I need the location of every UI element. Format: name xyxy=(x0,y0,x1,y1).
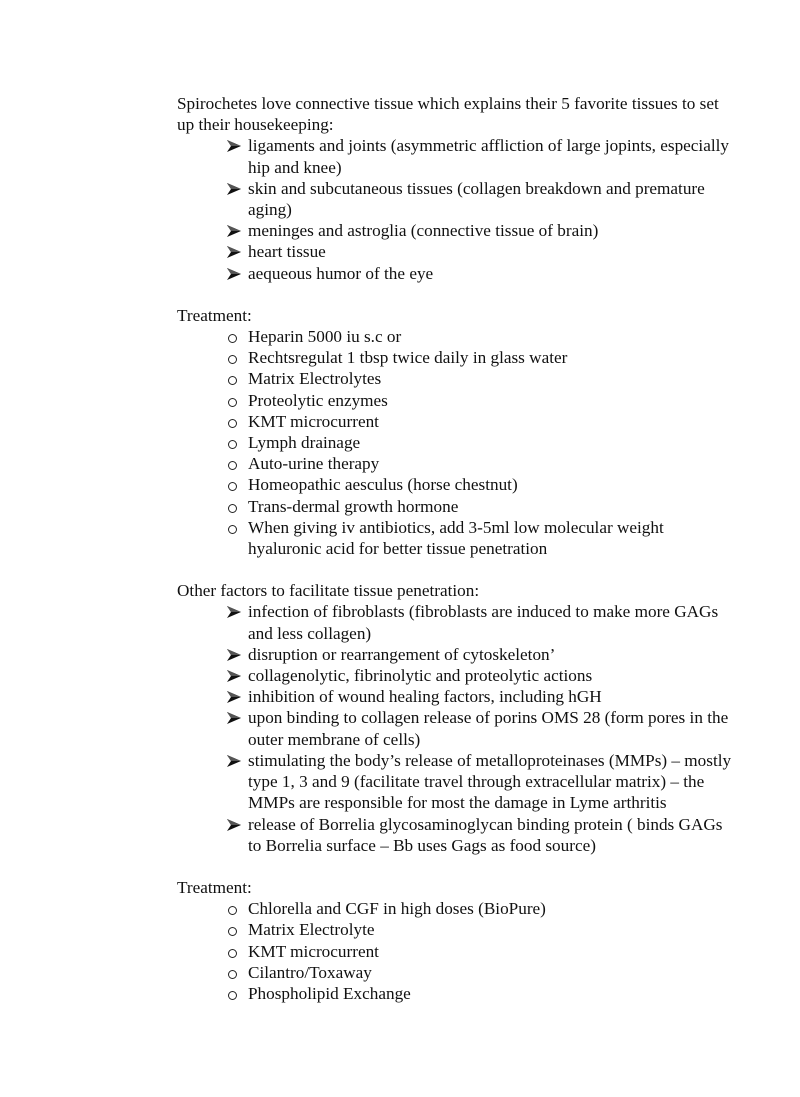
list-item-text: When giving iv antibiotics, add 3-5ml low molecular weight hyaluronic acid for better tissue penetration xyxy=(248,517,664,559)
circle-bullet-icon xyxy=(227,347,245,368)
list-item-text: KMT microcurrent xyxy=(248,411,379,431)
list-item xyxy=(177,601,737,643)
list-item-text: Phospholipid Exchange xyxy=(248,983,411,1003)
list-item xyxy=(177,220,737,241)
list-item xyxy=(177,390,737,411)
list-item xyxy=(177,326,737,347)
list-item-text: upon binding to collagen release of porins OMS 28 (form pores in the outer membrane of cells) xyxy=(248,708,729,749)
list-item-text: Matrix Electrolytes xyxy=(248,369,382,389)
list-item xyxy=(177,983,737,1004)
list-item-text: Rechtsregulat 1 tbsp twice daily in glass water xyxy=(248,348,568,368)
list-item-text: infection of fibroblasts (fibroblasts are induced to make more GAGs and less collagen) xyxy=(248,602,719,643)
bullet-list xyxy=(177,326,737,559)
circle-bullet-icon xyxy=(227,390,245,411)
list-item xyxy=(177,178,737,220)
list-item-text: Homeopathic aesculus (horse chestnut) xyxy=(248,475,518,495)
arrow-bullet-icon xyxy=(227,707,245,728)
circle-bullet-icon xyxy=(227,983,245,1004)
list-item xyxy=(177,814,737,856)
circle-bullet-icon xyxy=(227,496,245,517)
circle-bullet-icon xyxy=(227,411,245,432)
list-item xyxy=(177,347,737,368)
list-item-text: KMT microcurrent xyxy=(248,941,379,961)
circle-bullet-icon xyxy=(227,898,245,919)
list-item xyxy=(177,411,737,432)
bullet-list xyxy=(177,898,737,1004)
list-item xyxy=(177,496,737,517)
list-item-text: Cilantro/Toxaway xyxy=(248,962,372,982)
list-item xyxy=(177,665,737,686)
section-heading: Treatment: xyxy=(177,305,252,325)
arrow-bullet-icon xyxy=(227,263,245,284)
arrow-bullet-icon xyxy=(227,814,245,835)
arrow-bullet-icon xyxy=(227,220,245,241)
list-item xyxy=(177,686,737,707)
document-page xyxy=(177,93,737,1025)
list-item xyxy=(177,707,737,749)
list-item xyxy=(177,241,737,262)
list-item xyxy=(177,898,737,919)
circle-bullet-icon xyxy=(227,432,245,453)
circle-bullet-icon xyxy=(227,962,245,983)
list-item xyxy=(177,263,737,284)
circle-bullet-icon xyxy=(227,368,245,389)
list-item-text: meninges and astroglia (connective tissue of brain) xyxy=(248,221,599,241)
arrow-bullet-icon xyxy=(227,601,245,622)
list-item xyxy=(177,453,737,474)
list-item-text: Lymph drainage xyxy=(248,433,361,453)
list-item-text: skin and subcutaneous tissues (collagen breakdown and premature aging) xyxy=(248,178,705,220)
arrow-bullet-icon xyxy=(227,665,245,686)
section-treatment-2 xyxy=(177,877,737,1004)
arrow-bullet-icon xyxy=(227,686,245,707)
circle-bullet-icon xyxy=(227,474,245,495)
list-item-text: Auto-urine therapy xyxy=(248,454,380,474)
list-item xyxy=(177,941,737,962)
list-item-text: Heparin 5000 iu s.c or xyxy=(248,327,402,347)
list-item xyxy=(177,368,737,389)
bullet-list xyxy=(177,135,737,283)
circle-bullet-icon xyxy=(227,326,245,347)
list-item-text: collagenolytic, fibrinolytic and proteolytic actions xyxy=(248,666,593,686)
list-item xyxy=(177,474,737,495)
list-item-text: Trans-dermal growth hormone xyxy=(248,496,459,516)
list-item-text: aequeous humor of the eye xyxy=(248,263,434,283)
bullet-list xyxy=(177,601,737,855)
arrow-bullet-icon xyxy=(227,135,245,156)
list-item xyxy=(177,135,737,177)
section-other-factors xyxy=(177,580,737,856)
list-item xyxy=(177,919,737,940)
circle-bullet-icon xyxy=(227,941,245,962)
list-item-text: Chlorella and CGF in high doses (BioPure) xyxy=(248,899,546,919)
list-item-text: release of Borrelia glycosaminoglycan binding protein ( binds GAGs to Borrelia surface – Bb uses Gags as food source) xyxy=(248,814,723,855)
list-item xyxy=(177,432,737,453)
list-item-text: inhibition of wound healing factors, including hGH xyxy=(248,687,602,707)
section-heading: Other factors to facilitate tissue penetration: xyxy=(177,581,480,601)
list-item xyxy=(177,962,737,983)
section-heading: Spirochetes love connective tissue which explains their 5 favorite tissues to set up their housekeeping: xyxy=(177,94,719,135)
list-item-text: stimulating the body’s release of metalloproteinases (MMPs) – mostly type 1, 3 and 9 (facilitate travel through extracellular matrix) – the MMPs are responsible for most the damage in Lyme arthritis xyxy=(248,750,732,813)
circle-bullet-icon xyxy=(227,453,245,474)
list-item xyxy=(177,517,737,559)
section-treatment-1 xyxy=(177,305,737,559)
list-item xyxy=(177,750,737,814)
section-favorite-tissues xyxy=(177,93,737,284)
list-item-text: Matrix Electrolyte xyxy=(248,920,375,940)
list-item-text: heart tissue xyxy=(248,242,326,262)
arrow-bullet-icon xyxy=(227,644,245,665)
circle-bullet-icon xyxy=(227,517,245,538)
circle-bullet-icon xyxy=(227,919,245,940)
arrow-bullet-icon xyxy=(227,750,245,771)
list-item xyxy=(177,644,737,665)
list-item-text: disruption or rearrangement of cytoskeleton’ xyxy=(248,644,556,664)
list-item-text: ligaments and joints (asymmetric affliction of large jopints, especially hip and knee) xyxy=(248,136,729,177)
arrow-bullet-icon xyxy=(227,178,245,199)
section-heading: Treatment: xyxy=(177,877,252,897)
list-item-text: Proteolytic enzymes xyxy=(248,390,388,410)
arrow-bullet-icon xyxy=(227,241,245,262)
